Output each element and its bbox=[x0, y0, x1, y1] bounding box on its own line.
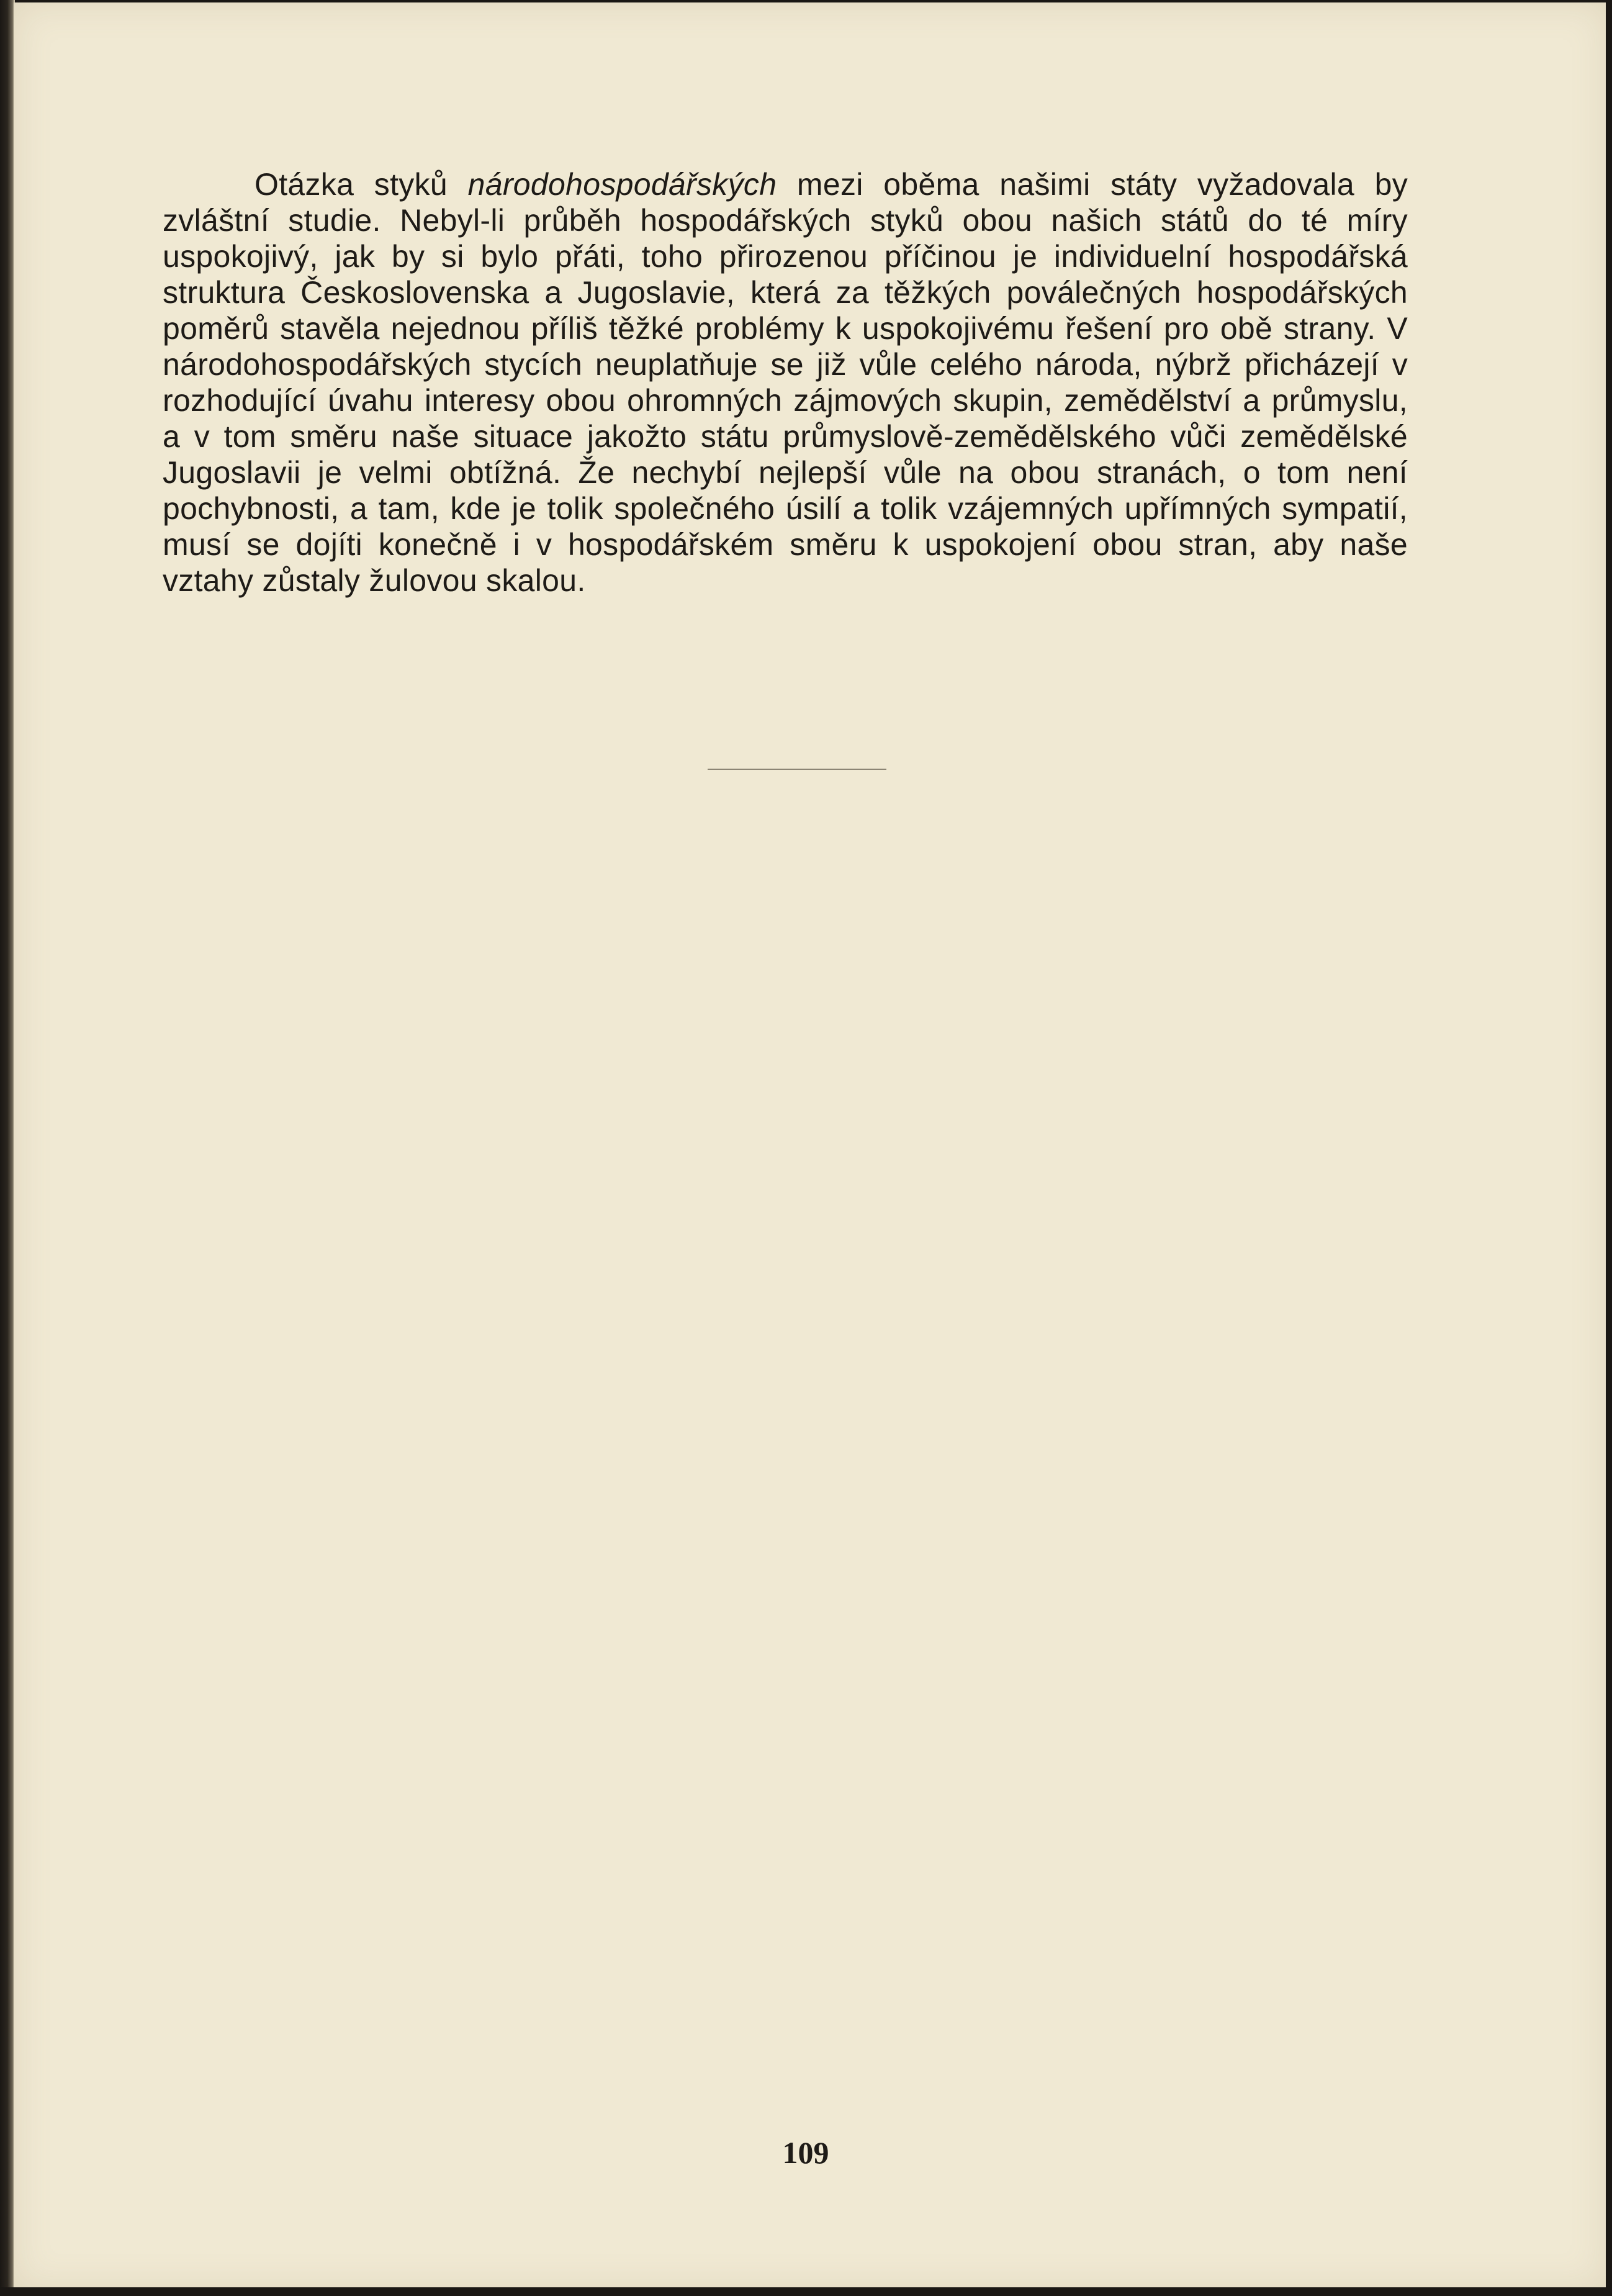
book-spine-shadow bbox=[0, 0, 15, 2296]
paragraph-lead-text: Otázka styků bbox=[254, 167, 468, 202]
body-paragraph bbox=[163, 166, 1408, 599]
section-divider bbox=[708, 769, 886, 770]
page-right-edge bbox=[1606, 0, 1612, 2296]
paragraph-body-text: mezi oběma našimi státy vyžadovala by zvláštní studie. Nebyl-li průběh hospodářských styků obou našich států do té míry uspokojivý, jak by si bylo přáti, toho přirozenou příčinou je individuelní hospodářská struktura Československa a Jugoslavie, která za těžkých poválečných hospodářských poměrů stavěla nejednou příliš těžké problémy k uspokojivému řešení pro obě strany. V národohospodářských stycích neuplatňuje se již vůle celého národa, nýbrž přicházejí v rozhodující úvahu interesy obou ohromných zájmových skupin, zemědělství a průmyslu, a v tom směru naše situace jakožto státu průmyslově-zemědělského vůči zemědělské Jugoslavii je velmi obtížná. Že nechybí nejlepší vůle na obou stranách, o tom není pochybnosti, a tam, kde je tolik společného úsilí a tolik vzájemných upřímných sympatií, musí se dojíti konečně i v hospodářském směru k uspokojení obou stran, aby naše vztahy zůstaly žulovou skalou. bbox=[163, 167, 1408, 598]
page-bottom-edge bbox=[0, 2287, 1612, 2296]
italic-term: národohospodářských bbox=[467, 167, 777, 202]
page-number: 109 bbox=[782, 2135, 829, 2170]
